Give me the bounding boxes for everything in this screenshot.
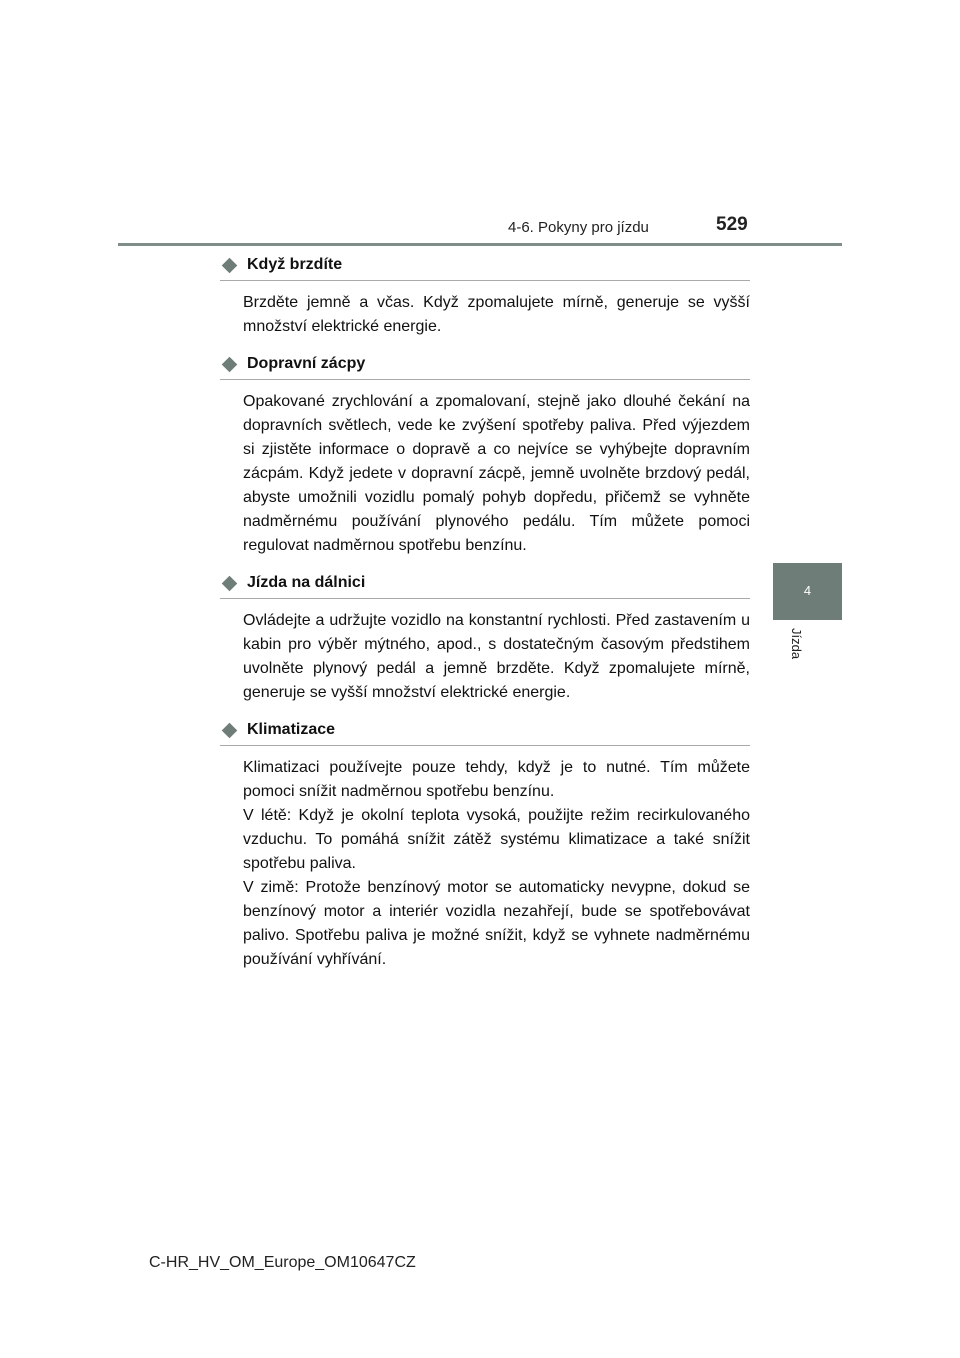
section-heading xyxy=(220,254,750,281)
main-content xyxy=(220,254,750,986)
section-title: Klimatizace xyxy=(247,721,336,738)
diamond-bullet-icon xyxy=(222,575,238,591)
chapter-tab xyxy=(773,563,842,620)
chapter-number: 4 xyxy=(803,583,812,598)
section-heading xyxy=(220,572,750,599)
diamond-bullet-icon xyxy=(222,356,238,372)
section-highway-driving xyxy=(220,572,750,705)
header-rule xyxy=(118,243,842,246)
section-body xyxy=(220,756,750,972)
diamond-bullet-icon xyxy=(222,722,238,738)
section-title: Jízda na dálnici xyxy=(247,574,366,591)
section-traffic-jams xyxy=(220,353,750,558)
section-body xyxy=(220,390,750,558)
section-body xyxy=(220,609,750,705)
paragraph: Ovládejte a udržujte vozidlo na konstantní rychlosti. Před zastavením u kabin pro výběr mýtného, apod., s dostatečným časovým předstihem uvolněte plynový pedál a jemně brzděte. Když zpomalujete mírně, generuje se vyšší množství elektrické energie. xyxy=(243,612,750,701)
paragraph: V zimě: Protože benzínový motor se automaticky nevypne, dokud se benzínový motor a interiér vozidla nezahřejí, bude se spotřebovávat palivo. Spotřebu paliva je možné snížit, když se vyhnete nadměrnému používání vyhřívání. xyxy=(243,879,750,968)
section-braking xyxy=(220,254,750,339)
section-title: Dopravní zácpy xyxy=(247,355,366,372)
paragraph: Klimatizaci používejte pouze tehdy, když je to nutné. Tím můžete pomoci snížit nadměrnou spotřebu benzínu. xyxy=(243,759,750,800)
chapter-label: Jízda xyxy=(789,628,804,660)
section-heading xyxy=(220,719,750,746)
header-section-title: 4-6. Pokyny pro jízdu xyxy=(508,219,649,236)
footer-document-code: C-HR_HV_OM_Europe_OM10647CZ xyxy=(149,1254,416,1271)
paragraph: V létě: Když je okolní teplota vysoká, použijte režim recirkulovaného vzduchu. To pomáhá snížit zátěž systému klimatizace a také snížit spotřebu paliva. xyxy=(243,807,750,872)
paragraph: Opakované zrychlování a zpomalovaní, stejně jako dlouhé čekání na dopravních světlech, vede ke zvýšení spotřeby paliva. Před výjezdem si zjistěte informace o dopravě a co nejvíce se vyhýbejte dopravním zácpám. Když jedete v dopravní zácpě, jemně uvolněte brzdový pedál, abyste umožnili vozidlu pomalý pohyb dopředu, přičemž se vyhněte nadměrnému používání plynového pedálu. Tím můžete pomoci regulovat nadměrnou spotřebu benzínu. xyxy=(243,393,750,554)
section-body xyxy=(220,291,750,339)
section-air-conditioning xyxy=(220,719,750,972)
diamond-bullet-icon xyxy=(222,257,238,273)
paragraph: Brzděte jemně a včas. Když zpomalujete mírně, generuje se vyšší množství elektrické energie. xyxy=(243,294,750,335)
section-heading xyxy=(220,353,750,380)
section-title: Když brzdíte xyxy=(247,256,343,273)
page-number: 529 xyxy=(716,214,748,235)
